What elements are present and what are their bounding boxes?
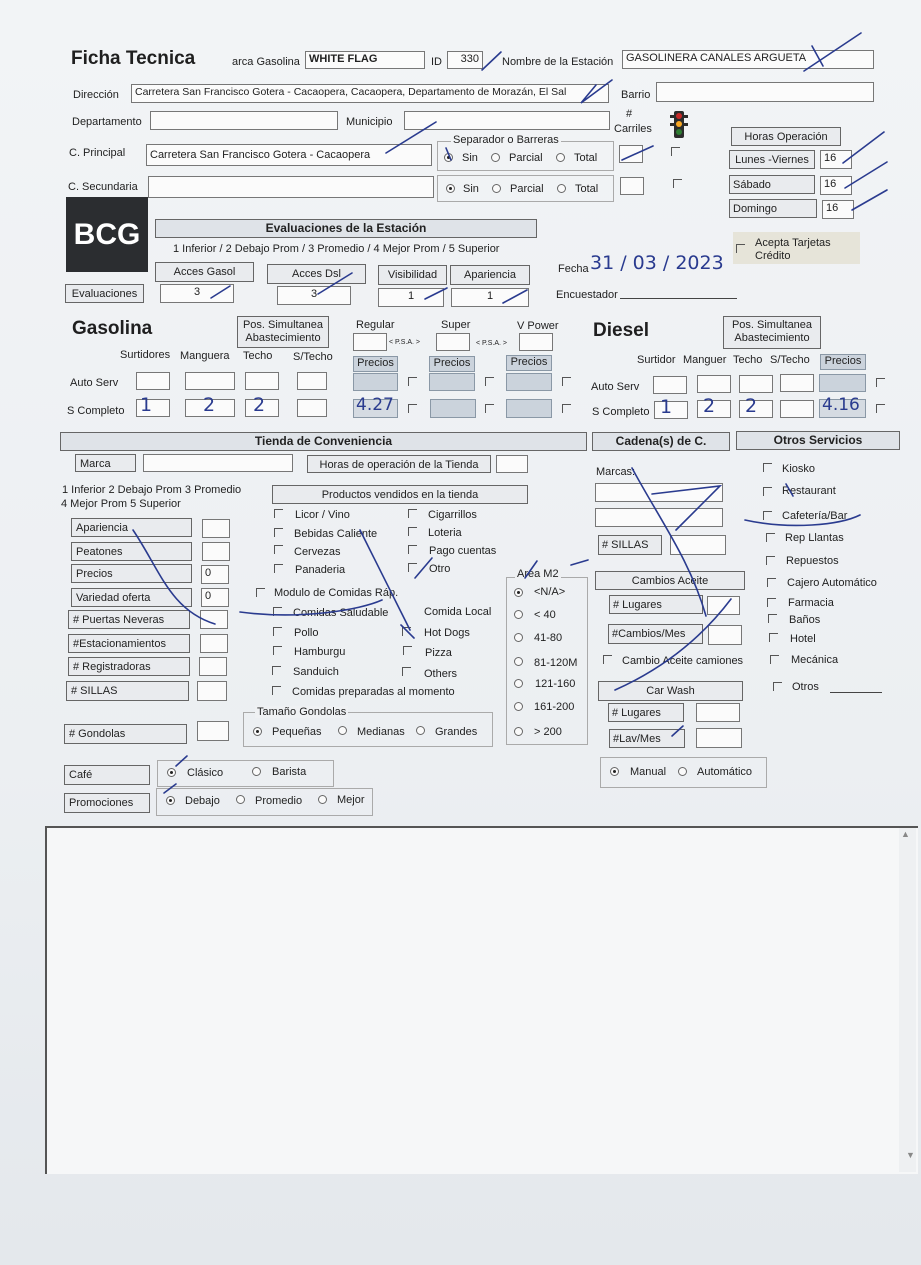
dsl-s-completo-label: S Completo bbox=[592, 406, 650, 418]
nombre-estacion-label: Nombre de la Estación bbox=[502, 56, 614, 68]
tienda-variedad-field[interactable]: 0 bbox=[201, 588, 229, 607]
prod-bebidas-label: Bebidas Caliente bbox=[294, 528, 378, 540]
gas-col-techo: Techo bbox=[243, 350, 273, 362]
gas-col-manguera: Manguera bbox=[180, 350, 230, 362]
prod-licor-label: Licor / Vino bbox=[295, 509, 350, 521]
tamano-gondolas-title: Tamaño Gondolas bbox=[257, 706, 347, 718]
dsl-sc-manguer-value: 2 bbox=[703, 395, 716, 417]
dsl-auto-serv-label: Auto Serv bbox=[591, 381, 640, 393]
gas-sc-manguera-value: 2 bbox=[203, 394, 216, 416]
dsl-sc-techo-value: 2 bbox=[745, 395, 758, 417]
cadena-title: Cadena(s) de C. bbox=[592, 432, 730, 451]
visibilidad-field[interactable]: 1 bbox=[378, 288, 444, 307]
apariencia-eval-label: Apariencia bbox=[450, 265, 530, 285]
tamano-pequenas-label: Pequeñas bbox=[272, 726, 322, 738]
gas-sc-surtidores-value: 1 bbox=[140, 394, 153, 416]
otros-banos-label: Baños bbox=[789, 614, 821, 626]
otros-otros-label: Otros bbox=[792, 681, 819, 693]
promo-promedio-label: Promedio bbox=[255, 795, 303, 807]
cambio-camiones-label: Cambio Aceite camiones bbox=[622, 655, 744, 667]
tienda-row-sillas: # SILLAS bbox=[66, 681, 189, 701]
acces-dsl-field[interactable]: 3 bbox=[277, 286, 351, 305]
horas-operacion-button[interactable]: Horas Operación bbox=[731, 127, 841, 146]
marca-gasolina-field[interactable]: WHITE FLAG bbox=[305, 51, 425, 69]
comida-pizza-label: Pizza bbox=[425, 647, 452, 659]
area-40-label: < 40 bbox=[534, 609, 556, 621]
tienda-row-apariencia: Apariencia bbox=[71, 518, 192, 537]
tienda-scale-1: 1 Inferior 2 Debajo Prom 3 Promedio bbox=[62, 484, 242, 496]
tienda-scale-2: 4 Mejor Prom 5 Superior bbox=[61, 498, 181, 510]
tienda-precios-field[interactable]: 0 bbox=[201, 565, 229, 584]
gas-auto-serv-label: Auto Serv bbox=[70, 377, 119, 389]
comida-local-label: Comida Local bbox=[424, 606, 492, 618]
separador2-total-label: Total bbox=[575, 183, 599, 195]
gas-col-stecho: S/Techo bbox=[293, 351, 333, 363]
car-wash-button[interactable]: Car Wash bbox=[598, 681, 743, 701]
direccion-label: Dirección bbox=[73, 89, 119, 101]
acepta-tarjetas-label: Acepta Tarjetas Crédito bbox=[755, 237, 831, 262]
carwash-lav-mes-label: #Lav/Mes bbox=[609, 729, 685, 748]
comida-pollo-label: Pollo bbox=[294, 627, 319, 639]
otros-hotel-label: Hotel bbox=[790, 633, 816, 645]
gasolina-pos-sim-button[interactable]: Pos. Simultanea Abastecimiento bbox=[237, 316, 329, 348]
prod-pago-label: Pago cuentas bbox=[429, 545, 497, 557]
apariencia-eval-field[interactable]: 1 bbox=[451, 288, 529, 307]
dsl-col-techo: Techo bbox=[733, 354, 763, 366]
evaluaciones-label: Evaluaciones bbox=[65, 284, 144, 303]
area-200-label: > 200 bbox=[534, 726, 562, 738]
horas-lv-field[interactable]: 16 bbox=[820, 150, 852, 169]
tienda-row-puertas: # Puertas Neveras bbox=[68, 610, 190, 629]
separador-sin-label: Sin bbox=[462, 152, 478, 164]
gas-sc-techo-value: 2 bbox=[253, 394, 266, 416]
tienda-row-peatones: Peatones bbox=[71, 542, 192, 561]
tienda-row-registradoras: # Registradoras bbox=[68, 657, 190, 676]
otros-cajero-label: Cajero Automático bbox=[787, 577, 877, 589]
scroll-down-icon[interactable]: ▼ bbox=[906, 1150, 915, 1160]
carriles-hash: # bbox=[626, 108, 633, 120]
horas-lv-label: Lunes -Viernes bbox=[729, 150, 815, 169]
tienda-row-precios: Precios bbox=[71, 564, 192, 583]
cafe-label: Café bbox=[64, 765, 150, 785]
promo-debajo-label: Debajo bbox=[185, 795, 220, 807]
otros-kiosko-label: Kiosko bbox=[782, 463, 816, 475]
fecha-label: Fecha bbox=[558, 263, 589, 275]
dsl-col-manguer: Manguer bbox=[683, 354, 727, 366]
departamento-label: Departamento bbox=[72, 116, 142, 128]
prod-loteria-label: Loteria bbox=[428, 527, 462, 539]
prod-otro-label: Otro bbox=[429, 563, 451, 575]
acces-gasol-field[interactable]: 3 bbox=[160, 284, 234, 303]
fecha-value: 31 / 03 / 2023 bbox=[590, 252, 724, 274]
cafe-clasico-label: Clásico bbox=[187, 767, 224, 779]
tienda-horas-label: Horas de operación de la Tienda bbox=[307, 455, 491, 473]
cadena-sillas-label: # SILLAS bbox=[598, 535, 662, 555]
direccion-field[interactable]: Carretera San Francisco Gotera - Cacaopera, Cacaopera, Departamento de Morazán, El Sal bbox=[131, 84, 609, 103]
horas-domingo-label: Domingo bbox=[729, 199, 817, 218]
area-121-160-label: 121-160 bbox=[535, 678, 576, 690]
carwash-manual-label: Manual bbox=[630, 766, 667, 778]
marca-gasolina-label: arca Gasolina bbox=[232, 56, 300, 68]
cadena-marcas-label: Marcas: bbox=[596, 466, 636, 478]
c-secundaria-label: C. Secundaria bbox=[68, 181, 138, 193]
prod-cervezas-label: Cervezas bbox=[294, 546, 341, 558]
page-title: Ficha Tecnica bbox=[71, 48, 196, 69]
modulo-comidas-label: Modulo de Comidas Ráp. bbox=[274, 587, 399, 599]
comida-sanduich-label: Sanduich bbox=[293, 666, 339, 678]
separador-title: Separador o Barreras bbox=[453, 134, 559, 146]
horas-sabado-field[interactable]: 16 bbox=[820, 176, 852, 195]
id-label: ID bbox=[431, 56, 442, 68]
encuestador-label: Encuestador bbox=[556, 289, 618, 301]
tienda-marca-label: Marca bbox=[75, 454, 136, 472]
otros-servicios-title: Otros Servicios bbox=[736, 431, 900, 450]
gas-s-completo-label: S Completo bbox=[67, 405, 125, 417]
area-81-120-label: 81-120M bbox=[534, 657, 578, 669]
cafe-barista-label: Barista bbox=[272, 766, 307, 778]
prod-cigarrillos-label: Cigarrillos bbox=[428, 509, 477, 521]
gas-precios-regular: Precios bbox=[353, 356, 398, 372]
comida-hamburgu-label: Hamburgu bbox=[294, 646, 346, 658]
separador2-parcial-label: Parcial bbox=[510, 183, 544, 195]
tienda-row-gondolas: # Gondolas bbox=[64, 724, 187, 744]
prod-panaderia-label: Panaderia bbox=[295, 564, 346, 576]
gasolina-regular-label: Regular bbox=[356, 319, 395, 331]
carwash-automatico-label: Automático bbox=[697, 766, 753, 778]
dsl-col-surtidor: Surtidor bbox=[637, 354, 676, 366]
comidas-preparadas-label: Comidas preparadas al momento bbox=[292, 686, 455, 698]
tienda-row-estacionamientos: #Estacionamientos bbox=[68, 634, 190, 653]
otros-mecanica-label: Mecánica bbox=[791, 654, 839, 666]
nombre-estacion-field[interactable]: GASOLINERA CANALES ARGUETA bbox=[622, 50, 874, 69]
tamano-medianas-label: Medianas bbox=[357, 726, 405, 738]
gas-precios-super: Precios bbox=[429, 356, 475, 372]
id-field[interactable]: 330 bbox=[447, 51, 483, 69]
gas-sc-precio-regular-value: 4.27 bbox=[356, 395, 394, 415]
evaluaciones-scale: 1 Inferior / 2 Debajo Prom / 3 Promedio / 4 Mejor Prom / 5 Superior bbox=[173, 243, 500, 255]
otros-cafeteria-label: Cafetería/Bar bbox=[782, 510, 848, 522]
gasolina-title: Gasolina bbox=[72, 318, 153, 339]
gasolina-vpower-label: V Power bbox=[517, 320, 559, 332]
gas-precios-vpower: Precios bbox=[506, 355, 552, 371]
otros-farmacia-label: Farmacia bbox=[788, 597, 834, 609]
horas-domingo-field[interactable]: 16 bbox=[822, 200, 854, 219]
cambios-mes-label: #Cambios/Mes bbox=[608, 624, 703, 644]
otros-repuestos-label: Repuestos bbox=[786, 555, 839, 567]
dsl-col-precios: Precios bbox=[820, 354, 866, 370]
comida-hotdogs-label: Hot Dogs bbox=[424, 627, 470, 639]
separador-parcial-label: Parcial bbox=[509, 152, 543, 164]
diesel-title: Diesel bbox=[593, 320, 649, 341]
area-na-label: <N/A> bbox=[534, 586, 566, 598]
horas-sabado-label: Sábado bbox=[729, 175, 815, 194]
separador-total-label: Total bbox=[574, 152, 598, 164]
tienda-title: Tienda de Conveniencia bbox=[60, 432, 587, 451]
tienda-row-variedad: Variedad oferta bbox=[71, 588, 192, 607]
acces-dsl-label: Acces Dsl bbox=[267, 264, 366, 284]
gas-col-surtidores: Surtidores bbox=[120, 349, 171, 361]
area-161-200-label: 161-200 bbox=[534, 701, 575, 713]
dsl-sc-surtidor-value: 1 bbox=[660, 396, 673, 418]
diesel-pos-sim-button[interactable]: Pos. Simultanea Abastecimiento bbox=[723, 316, 821, 349]
promo-mejor-label: Mejor bbox=[337, 794, 365, 806]
dsl-col-stecho: S/Techo bbox=[770, 354, 810, 366]
comida-others-label: Others bbox=[424, 668, 458, 680]
gasolina-psa-2: < P.S.A. > bbox=[476, 340, 508, 347]
area-title: Area M2 bbox=[517, 568, 559, 580]
scroll-up-icon[interactable]: ▲ bbox=[901, 829, 910, 839]
carriles-label: Carriles bbox=[614, 123, 652, 135]
promociones-label: Promociones bbox=[64, 793, 150, 813]
cambios-aceite-button[interactable]: Cambios Aceite bbox=[595, 571, 745, 590]
tamano-grandes-label: Grandes bbox=[435, 726, 478, 738]
bcg-logo: BCG bbox=[66, 197, 148, 272]
evaluaciones-title: Evaluaciones de la Estación bbox=[155, 219, 537, 238]
otros-llantas-label: Rep Llantas bbox=[785, 532, 844, 544]
municipio-label: Municipio bbox=[346, 116, 393, 128]
c-principal-field[interactable]: Carretera San Francisco Gotera - Cacaopera bbox=[146, 144, 432, 166]
acces-gasol-label: Acces Gasol bbox=[155, 262, 254, 282]
otros-restaurant-label: Restaurant bbox=[782, 485, 836, 497]
gasolina-psa-1: < P.S.A. > bbox=[389, 339, 421, 346]
carwash-lugares-label: # Lugares bbox=[608, 703, 684, 722]
area-41-80-label: 41-80 bbox=[534, 632, 563, 644]
gasolina-super-label: Super bbox=[441, 319, 471, 331]
visibilidad-label: Visibilidad bbox=[378, 265, 447, 285]
separador2-sin-label: Sin bbox=[463, 183, 479, 195]
productos-title: Productos vendidos en la tienda bbox=[272, 485, 528, 504]
comidas-saludable-label: Comidas Saludable bbox=[293, 607, 389, 619]
dsl-sc-precio-value: 4.16 bbox=[822, 395, 860, 415]
c-principal-label: C. Principal bbox=[69, 147, 126, 159]
barrio-label: Barrio bbox=[621, 89, 651, 101]
cambios-lugares-label: # Lugares bbox=[609, 595, 703, 614]
